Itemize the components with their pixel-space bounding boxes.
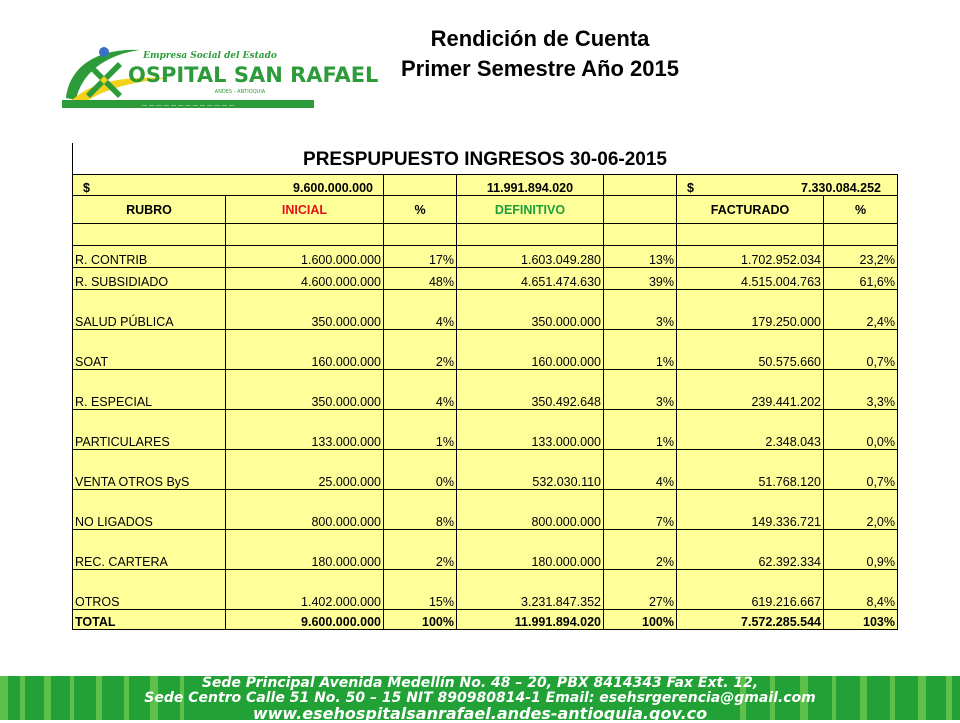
table-row (73, 530, 898, 570)
cell-pct2: 4% (604, 450, 677, 490)
summary-empty-2 (604, 175, 677, 196)
footer-banner (0, 675, 960, 723)
summary-inicial-currency: $ (83, 181, 90, 195)
cell-pct1: 1% (384, 410, 457, 450)
total-pct1: 100% (384, 610, 457, 630)
cell-facturado: 50.575.660 (677, 330, 824, 370)
cell-pct3: 2,0% (824, 490, 898, 530)
table-row (73, 330, 898, 370)
svg-text:— — — — — — — — — — — — —: — — — — — — — — — — — — — (141, 102, 235, 109)
cell-rubro: REC. CARTERA (73, 530, 226, 570)
cell-rubro: R. SUBSIDIADO (73, 268, 226, 290)
cell-pct2: 2% (604, 530, 677, 570)
summary-inicial (73, 175, 384, 196)
table-row (73, 410, 898, 450)
table-row (73, 246, 898, 268)
footer-line2: Sede Centro Calle 51 No. 50 – 15 NIT 890980814-1 Email: esehsrgerencia@gmail.com (144, 690, 816, 706)
cell-rubro: VENTA OTROS ByS (73, 450, 226, 490)
cell-inicial: 180.000.000 (226, 530, 384, 570)
hospital-logo-graphic (60, 42, 379, 110)
cell-inicial: 1.402.000.000 (226, 570, 384, 610)
cell-rubro: SALUD PÚBLICA (73, 290, 226, 330)
cell-pct3: 2,4% (824, 290, 898, 330)
table-row (73, 490, 898, 530)
footer-line1: Sede Principal Avenida Medellín No. 48 – 20, PBX 8414343 Fax Ext. 12, (201, 675, 759, 691)
cell-inicial: 133.000.000 (226, 410, 384, 450)
cell-rubro: SOAT (73, 330, 226, 370)
cell-inicial: 350.000.000 (226, 370, 384, 410)
cell-inicial: 4.600.000.000 (226, 268, 384, 290)
cell-pct2: 1% (604, 410, 677, 450)
summary-facturado-currency: $ (687, 181, 694, 195)
cell-pct3: 0,7% (824, 330, 898, 370)
cell-pct1: 2% (384, 330, 457, 370)
table-row (73, 450, 898, 490)
summary-definitivo: 11.991.894.020 (457, 175, 604, 196)
report-title-line2: Primer Semestre Año 2015 (401, 56, 679, 81)
cell-pct2: 7% (604, 490, 677, 530)
cell-pct1: 0% (384, 450, 457, 490)
header-pct1: % (384, 196, 457, 224)
hospital-logo (60, 42, 379, 110)
logo-line2: OSPITAL SAN RAFAEL (128, 63, 379, 87)
cell-facturado: 1.702.952.034 (677, 246, 824, 268)
table-row (73, 290, 898, 330)
header-row (73, 196, 898, 224)
cell-pct3: 8,4% (824, 570, 898, 610)
table-row (73, 570, 898, 610)
report-title (360, 24, 720, 84)
summary-empty-1 (384, 175, 457, 196)
cell-inicial: 800.000.000 (226, 490, 384, 530)
footer-line3: www.esehospitalsanrafael.andes-antioquia.gov.co (252, 704, 708, 723)
cell-rubro: OTROS (73, 570, 226, 610)
cell-facturado: 149.336.721 (677, 490, 824, 530)
summary-facturado (677, 175, 898, 196)
header-pct2-empty (604, 196, 677, 224)
logo-line3: ANDES - ANTIOQUIA (214, 89, 266, 95)
header-definitivo: DEFINITIVO (457, 196, 604, 224)
cell-pct2: 3% (604, 290, 677, 330)
cell-definitivo: 1.603.049.280 (457, 246, 604, 268)
cell-pct3: 3,3% (824, 370, 898, 410)
header-inicial: INICIAL (226, 196, 384, 224)
cell-pct2: 27% (604, 570, 677, 610)
total-pct3: 103% (824, 610, 898, 630)
cell-definitivo: 160.000.000 (457, 330, 604, 370)
cell-inicial: 350.000.000 (226, 290, 384, 330)
total-row (73, 610, 898, 630)
header-facturado: FACTURADO (677, 196, 824, 224)
cell-inicial: 160.000.000 (226, 330, 384, 370)
report-title-line1: Rendición de Cuenta (430, 26, 650, 51)
cell-pct1: 8% (384, 490, 457, 530)
cell-definitivo: 133.000.000 (457, 410, 604, 450)
cell-pct1: 48% (384, 268, 457, 290)
cell-definitivo: 180.000.000 (457, 530, 604, 570)
logo-line1: Empresa Social del Estado (143, 51, 277, 61)
total-pct2: 100% (604, 610, 677, 630)
total-definitivo: 11.991.894.020 (457, 610, 604, 630)
cell-definitivo: 4.651.474.630 (457, 268, 604, 290)
budget-grid (72, 174, 898, 630)
cell-facturado: 4.515.004.763 (677, 268, 824, 290)
cell-pct1: 15% (384, 570, 457, 610)
cell-facturado: 2.348.043 (677, 410, 824, 450)
cell-pct1: 4% (384, 370, 457, 410)
cell-pct2: 13% (604, 246, 677, 268)
blank-row (73, 224, 898, 246)
cell-facturado: 239.441.202 (677, 370, 824, 410)
cell-facturado: 619.216.667 (677, 570, 824, 610)
cell-pct3: 23,2% (824, 246, 898, 268)
cell-pct3: 0,9% (824, 530, 898, 570)
cell-pct2: 1% (604, 330, 677, 370)
cell-rubro: R. CONTRIB (73, 246, 226, 268)
summary-facturado-value: 7.330.084.252 (801, 181, 881, 195)
table-row (73, 370, 898, 410)
cell-definitivo: 800.000.000 (457, 490, 604, 530)
summary-row (73, 175, 898, 196)
cell-pct1: 4% (384, 290, 457, 330)
cell-pct1: 17% (384, 246, 457, 268)
cell-pct3: 0,7% (824, 450, 898, 490)
cell-definitivo: 350.000.000 (457, 290, 604, 330)
budget-title: PRESPUPUESTO INGRESOS 30-06-2015 (72, 143, 897, 174)
cell-pct3: 0,0% (824, 410, 898, 450)
cell-facturado: 62.392.334 (677, 530, 824, 570)
footer-text (0, 676, 960, 722)
cell-inicial: 25.000.000 (226, 450, 384, 490)
header-rubro: RUBRO (73, 196, 226, 224)
cell-definitivo: 3.231.847.352 (457, 570, 604, 610)
cell-facturado: 179.250.000 (677, 290, 824, 330)
cell-definitivo: 350.492.648 (457, 370, 604, 410)
cell-pct1: 2% (384, 530, 457, 570)
total-rubro: TOTAL (73, 610, 226, 630)
total-facturado: 7.572.285.544 (677, 610, 824, 630)
cell-inicial: 1.600.000.000 (226, 246, 384, 268)
cell-definitivo: 532.030.110 (457, 450, 604, 490)
cell-pct2: 3% (604, 370, 677, 410)
header-pct3: % (824, 196, 898, 224)
table-row (73, 268, 898, 290)
cell-rubro: R. ESPECIAL (73, 370, 226, 410)
budget-table (72, 143, 897, 630)
cell-facturado: 51.768.120 (677, 450, 824, 490)
total-inicial: 9.600.000.000 (226, 610, 384, 630)
summary-inicial-value: 9.600.000.000 (293, 181, 373, 195)
cell-rubro: NO LIGADOS (73, 490, 226, 530)
cell-pct3: 61,6% (824, 268, 898, 290)
cell-pct2: 39% (604, 268, 677, 290)
cell-rubro: PARTICULARES (73, 410, 226, 450)
